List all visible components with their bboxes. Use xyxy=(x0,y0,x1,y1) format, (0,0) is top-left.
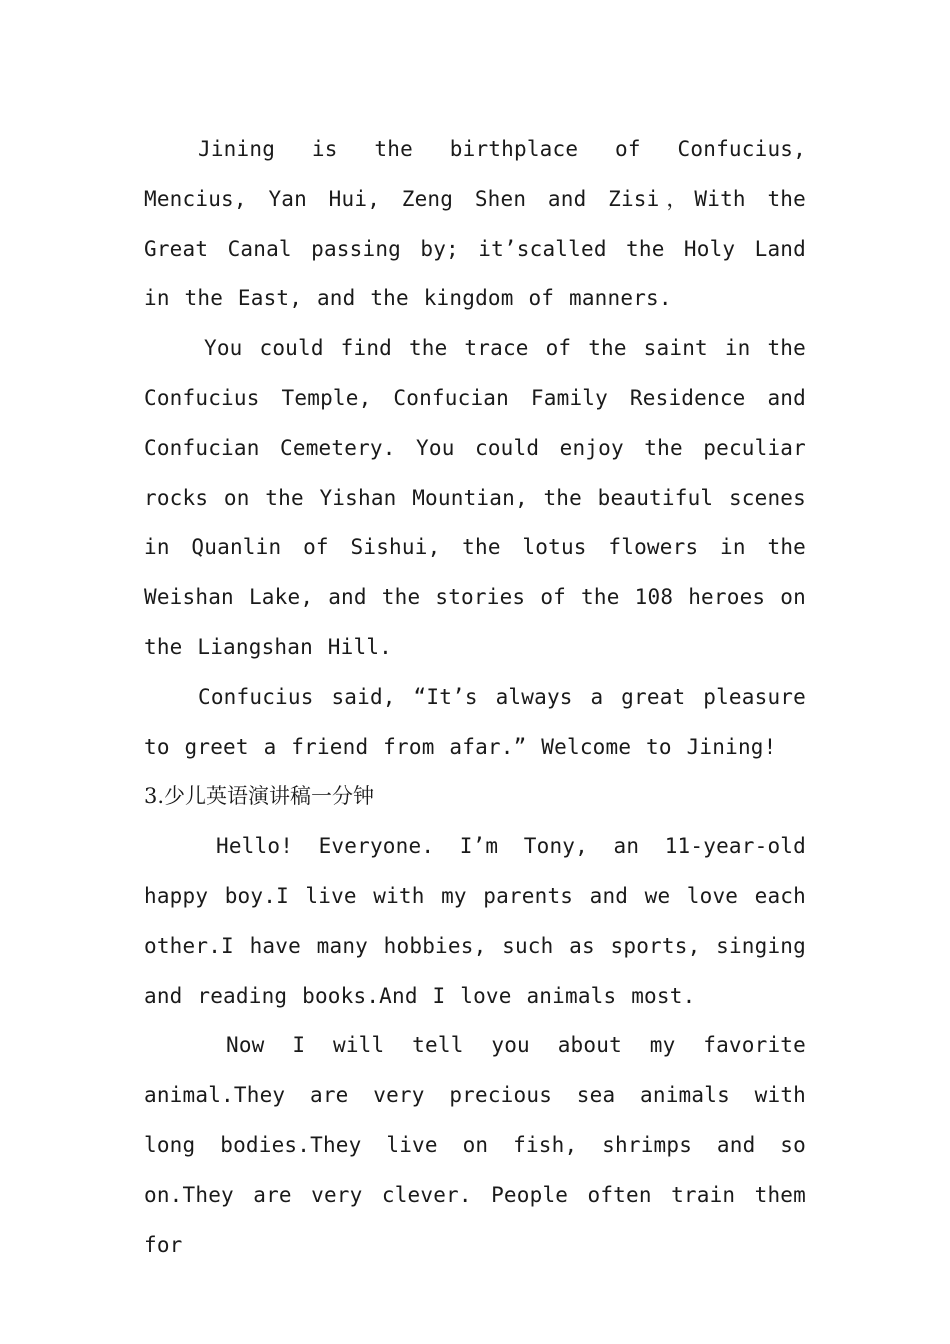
section-heading: 3.少儿英语演讲稿一分钟 xyxy=(144,784,375,809)
document-page xyxy=(144,125,806,1270)
paragraph-jining-intro: Jining is the birthplace of Confucius, Mencius, Yan Hui, Zeng Shen and Zisi，With the Great Canal passing by; it’scalled the Holy Land in the East, and the kingdom of manners. xyxy=(144,137,806,311)
paragraph-favorite-animal: Now I will tell you about my favorite animal.They are very precious sea animals with long bodies.They live on fish, shrimps and so on.They are very clever. People often train them for xyxy=(144,1033,806,1257)
paragraph-self-introduction: Hello! Everyone. I’m Tony, an 11-year-old happy boy.I live with my parents and we love each other.I have many hobbies, such as sports, singing and reading books.And I love animals most. xyxy=(144,834,806,1008)
paragraph-attractions: You could find the trace of the saint in the Confucius Temple, Confucian Family Residence and Confucian Cemetery. You could enjoy the peculiar rocks on the Yishan Mountian, the beautiful scenes in Quanlin of Sishui, the lotus flowers in the Weishan Lake, and the stories of the 108 heroes on the Liangshan Hill. xyxy=(144,336,806,659)
paragraph-confucius-quote: Confucius said, “It’s always a great pleasure to greet a friend from afar.” Welcome to Jining! xyxy=(144,684,806,759)
